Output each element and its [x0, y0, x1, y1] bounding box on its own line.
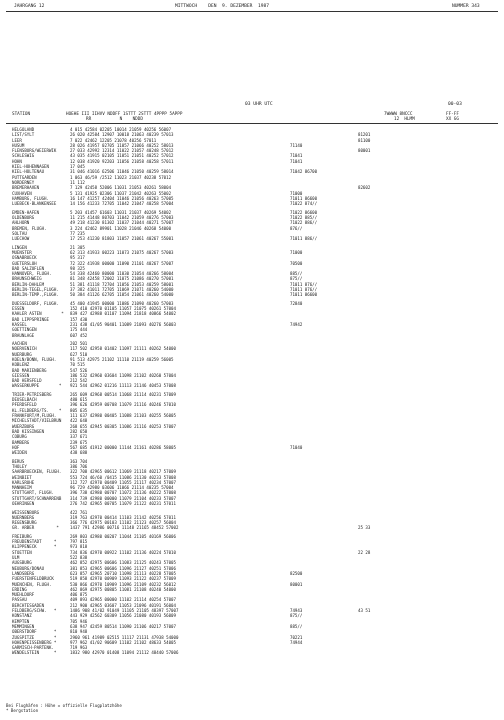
station-name: MICHELSTADT/VIELBRUN	[12, 418, 62, 424]
station-name: BAD MARIENBERG	[12, 367, 47, 373]
station-name: MUEHLDORF	[12, 592, 35, 598]
observation-code: 5 131 41925 02306 11037 21042 40263 55002	[70, 190, 172, 196]
station-row	[12, 292, 492, 297]
observation-code: 111 637 42980 00405 11088 21103 40255 56005	[70, 413, 176, 419]
station-name: KAHLER ASTEN *	[12, 311, 64, 317]
observation-code: 638 947 42459 80514 11090 21106 40217 57007	[70, 623, 176, 629]
station-name: LUECHOW	[12, 236, 30, 242]
observation-code: 977 962 41/02 90609 11102 21102 48633 54005	[70, 639, 176, 645]
observation-code: 91 513 42975 21102 11110 21119 40259 56005	[70, 356, 174, 362]
station-name: MUENSTER	[12, 249, 32, 255]
station-name: BAD KISSINGEN	[12, 428, 45, 434]
station-name: GR. ARBER *	[12, 525, 59, 531]
observation-code: 231 438 41/05 90401 11089 21093 40276 56003	[70, 321, 176, 327]
observation-code: 239 675	[70, 439, 88, 445]
station-name: KL.FELDBERG/TS. *	[12, 407, 62, 413]
observation-code: 530 866 42970 10909 11096 21109 40232 56012	[70, 581, 176, 587]
observation-code: 462 852 42975 00606 11083 21125 40243 57005	[70, 560, 176, 566]
station-name: WEIDEN	[12, 450, 27, 456]
observation-code: 26 020 42584 12907 10018 21063 40239 57013	[70, 132, 174, 138]
volume-label: JAHRGANG 12	[14, 4, 45, 9]
station-name: LIST/SYLT	[12, 132, 35, 138]
observation-code: 1437 791 42986 00716 11148 21165 48452 57002	[70, 525, 179, 531]
station-name: STUTTGART/SCHNARRENB	[12, 495, 62, 501]
observation-code: 62 313 41933 00223 11073 21075 40267 57003	[70, 249, 174, 255]
observation-code: 705 946	[70, 618, 88, 624]
observation-code: 462 869 42975 00805 11081 21108 40240 54000	[70, 586, 176, 592]
station-name: WENDELSTEIN *	[12, 650, 57, 656]
station-name: PFERDSFELD	[12, 402, 37, 408]
wind-gust: 82602	[358, 185, 371, 191]
station-name: KONSTANZ	[12, 613, 32, 619]
observation-code: 17 045	[70, 164, 85, 170]
station-row	[12, 333, 492, 338]
wind-gust: 25 33	[358, 525, 371, 531]
station-name: LEER	[12, 137, 22, 143]
station-name: WEISSENBURG	[12, 509, 40, 515]
station-name: LINGEN	[12, 244, 27, 250]
station-name: DUESSELDORF, FLUGH.	[12, 300, 59, 306]
weather-code: 875//	[290, 276, 303, 282]
station-name: ULM	[12, 555, 20, 561]
observation-code: 43 035 41915 02105 11051 21051 40252 57012	[70, 153, 174, 159]
weather-code: 72840	[290, 300, 303, 306]
observation-code: 112 727 42970 00409 11055 21117 40234 57007	[70, 479, 176, 485]
observation-code: 11 112	[70, 179, 85, 185]
station-name: FLENSBURG/WEIERWIK	[12, 148, 57, 154]
weather-code: 876//	[290, 225, 303, 231]
footnote-airport-height: Bei Flughäfen : Höhe = offizielle Flugplatzhöhe	[6, 703, 122, 708]
footnote-mountain-station: * Bergstation	[6, 708, 39, 713]
observation-code: 386 706	[70, 463, 88, 469]
observation-code: 49 218 41230 81302 11037 21044 40271 57007	[70, 220, 174, 226]
station-name: BERLIN-DAHLEM	[12, 281, 45, 287]
observation-code: 381 853 42965 00606 11096 21127 40251 57006	[70, 565, 176, 571]
wind-gust: 81100	[358, 137, 371, 143]
observation-code: 117 502 42958 01402 11097 21111 40262 54000	[70, 346, 176, 352]
station-name: FREUDENSTADT *	[12, 539, 57, 545]
station-name: BAD SALZUFLEN	[12, 265, 45, 271]
weather-code: 70221	[290, 634, 303, 640]
station-name: FRANKFURT/M,FLUGH.	[12, 413, 57, 419]
station-name: HUSUM	[12, 142, 25, 148]
observation-code: 269 803 42980 00207 11044 21105 40169 56006	[70, 533, 176, 539]
observation-code: 152 410 42970 01105 11057 21075 40261 57004	[70, 306, 176, 312]
station-name: KARLSRUHE	[12, 479, 35, 485]
observation-code: 322 708 42965 00612 11069 21118 40217 57009	[70, 469, 176, 475]
observation-code: 282 658	[70, 428, 88, 434]
station-name: NORDERNEY	[12, 179, 35, 185]
table-header-rule	[6, 123, 498, 124]
station-name: ESSEN	[12, 306, 25, 312]
weather-code: 80001	[290, 581, 303, 587]
observation-code: 797 815	[70, 539, 88, 545]
observation-code: 422 761	[70, 509, 88, 515]
observation-code: 27 033 42992 12314 11022 21057 40248 57012	[70, 148, 174, 154]
observation-code: 96 729 42980 03606 11066 21114 40235 57004	[70, 485, 174, 491]
station-name: GARMISCH-PARTENK.	[12, 645, 54, 651]
observation-code: 627 510	[70, 351, 88, 357]
station-name: KIEL-HOLTENAU	[12, 169, 45, 175]
weather-code: 71041	[290, 153, 303, 159]
station-name: BAD HERSFELD	[12, 378, 42, 384]
station-name: DEUSELBACH	[12, 397, 37, 403]
station-name: SAARBRUECKEN, FLUGH.	[12, 469, 62, 475]
weather-code: 71040	[290, 444, 303, 450]
station-name: FELDBERG/SCHW. *	[12, 608, 57, 614]
observation-code: 45 400 41945 00000 11086 21090 40260 57003	[70, 300, 174, 306]
station-name: STUTTGART, FLUGH.	[12, 490, 54, 496]
station-name: BAD LIPPSPRINGE	[12, 316, 49, 322]
observation-code: 547 526	[70, 367, 88, 373]
observation-code: 973 818	[70, 544, 88, 550]
station-name: HAMBURG, FLUGH.	[12, 195, 49, 201]
observation-code: 50 384 41126 62705 11054 21061 40260 54000	[70, 292, 174, 298]
weather-code: 71011 886//	[290, 236, 318, 242]
station-name: HANNOVER, FLUGH.	[12, 271, 52, 277]
wind-column-header: FF-FF	[446, 112, 459, 117]
weather-code: 71011 876//	[290, 286, 318, 292]
station-name: WUERZBURG	[12, 423, 35, 429]
station-name: AACHEN	[12, 341, 27, 347]
observation-code: 37 382 41011 72705 11069 21071 40260 54000	[70, 286, 174, 292]
station-name: HELGOLAND	[12, 127, 35, 132]
station-name: EMDEN-HAFEN	[12, 209, 40, 215]
station-name: HOF	[12, 444, 20, 450]
observation-code: 5 203 41457 61603 11031 21037 40269 54002	[70, 209, 172, 215]
observation-code: 519 858 42970 00909 11093 21122 40237 57009	[70, 576, 176, 582]
station-name: WASSERKUPPE *	[12, 383, 62, 389]
observation-code: 212 542	[70, 378, 88, 384]
station-name: BAMBERG	[12, 439, 30, 445]
observation-code: 438 688	[70, 450, 88, 456]
station-name: NUERBURG	[12, 351, 32, 357]
observation-code: 268 655 42945 00305 11086 21116 40253 57007	[70, 423, 176, 429]
station-name: GOETTINGEN	[12, 327, 37, 333]
station-column-header: STATION	[12, 112, 31, 117]
observation-code: 314 739 42980 00000 11079 21104 40233 57007	[70, 495, 176, 501]
observation-code: 72 322 41938 00000 11090 21101 40267 57007	[70, 260, 174, 266]
station-name: FREIBURG	[12, 533, 32, 539]
station-name: KASSEL	[12, 321, 27, 327]
station-name: BERLIN-TEMP.,FLUGH.	[12, 292, 59, 298]
observation-code: 396 738 42980 00707 11072 21136 40222 57008	[70, 490, 176, 496]
observation-code: 265 609 42968 00514 11068 21114 40231 57009	[70, 391, 176, 397]
observation-code: 212 900 42965 03607 11053 21096 40191 56004	[70, 602, 176, 608]
station-table	[12, 127, 492, 656]
observation-code: 12 038 41920 92203 11056 21058 40258 57011	[70, 158, 174, 164]
station-name: KOBLENZ	[12, 362, 30, 368]
observation-code: 319 763 42970 00414 11103 21142 40256 57011	[70, 514, 176, 520]
station-row	[12, 525, 492, 530]
station-name: COBURG	[12, 434, 27, 440]
station-name: SCHLESWIG	[12, 153, 35, 159]
station-name: MEMMINGEN	[12, 623, 35, 629]
station-name: LANDSBERG	[12, 570, 35, 576]
observation-code: 337 671	[70, 434, 88, 440]
wind-gust: 43 51	[358, 608, 371, 614]
weather-code: 71022 874//	[290, 201, 318, 207]
observation-code: 409 893 42965 00000 11102 21114 40254 57007	[70, 597, 176, 603]
station-name: BRAUNLAGE	[12, 332, 35, 338]
station-name: SOLTAU	[12, 230, 27, 236]
observation-code: 7 022 42462 12205 21078 40256 57011	[70, 137, 157, 143]
station-row	[12, 236, 492, 241]
weather-column-header: 7WWWW 8NCCC	[384, 112, 413, 117]
station-name: WEINBIET	[12, 474, 32, 480]
weather-code: 71022 86600	[290, 209, 318, 215]
observation-code: 157 430	[70, 316, 88, 322]
observation-code: 175 444	[70, 327, 88, 333]
observation-code: 1486 908 41/02 91049 11105 21105 48397 57007	[70, 608, 179, 614]
weather-code: 885//	[290, 271, 303, 277]
station-name: AHLHORN	[12, 220, 30, 226]
station-name: OBERSTDORF *	[12, 629, 57, 635]
weather-code: 71011 86600	[290, 292, 318, 298]
station-name: ZUGSPITZE *	[12, 634, 57, 640]
time-label: 03 UHR UTC	[245, 102, 273, 107]
wind-column-subheader: XX GG	[446, 117, 459, 122]
weather-code: 71022 886//	[290, 220, 318, 226]
station-name: STOETTEN	[12, 549, 32, 555]
observation-code: 70 515	[70, 362, 85, 368]
station-name: OEHRINGEN	[12, 501, 35, 507]
station-name: MANNHEIM	[12, 485, 32, 491]
observation-code: 406 875	[70, 592, 88, 598]
observation-code: 77 235	[70, 230, 85, 236]
weather-code: 875//	[290, 613, 303, 619]
code-column-header: HOEHE III IIHVV NDDFF 1STTT 2STTT 4PPPP 5APPP	[66, 112, 183, 117]
observation-code: 51 381 41118 72704 11056 21053 40259 58001	[70, 281, 174, 287]
observation-code: 719 963	[70, 645, 88, 651]
station-name: OSNABRUECK	[12, 255, 37, 261]
station-name: BREMERHAVEN	[12, 185, 40, 191]
station-row	[12, 501, 492, 506]
station-name: KOELN/BONN, FLUGH.	[12, 356, 57, 362]
observation-code: 2960 961 41989 02515 11117 21131 47938 54000	[70, 634, 179, 640]
station-name: REGENSBURG	[12, 520, 37, 526]
observation-code: 95 317	[70, 255, 85, 261]
station-name: CUXHAVEN	[12, 190, 32, 196]
wind-gust: 81201	[358, 132, 371, 138]
weather-code: 71000	[290, 190, 303, 196]
observation-code: 921 544 42962 01216 11113 21146 40453 57008	[70, 383, 176, 389]
station-row	[12, 450, 492, 455]
wind-gust: 80001	[358, 148, 371, 154]
observation-code: 567 685 41912 00000 11144 21161 40286 58005	[70, 444, 176, 450]
weather-code: 70500	[290, 260, 303, 266]
station-name: NEUBURG/DONAU	[12, 565, 45, 571]
station-name: BERUS	[12, 458, 25, 464]
header-rule	[6, 11, 498, 12]
observation-code: 81 348 42458 72002 11075 21086 40270 57001	[70, 276, 174, 282]
station-name: GIESSEN	[12, 372, 30, 378]
station-name: AUGSBURG	[12, 560, 32, 566]
time-range-label: 00-03	[448, 102, 462, 107]
station-name: THOLEY	[12, 463, 27, 469]
observation-code: 366 776 42975 00103 11102 21123 40257 56004	[70, 520, 176, 526]
weather-code: 71000	[290, 249, 303, 255]
weather-code: 71011 86600	[290, 195, 318, 201]
station-name: BREMEN, FLUGH.	[12, 225, 47, 231]
station-row	[12, 201, 492, 206]
observation-code: 522 838	[70, 555, 88, 561]
observation-code: 54 338 42460 80000 11030 21054 40266 58004	[70, 271, 174, 277]
station-name: OLDENBURG	[12, 214, 35, 220]
observation-code: 14 156 41233 72705 11042 21047 40258 57004	[70, 201, 174, 207]
station-name: HOHENPEISSENBERG *	[12, 639, 57, 645]
observation-code: 1832 980 42970 01408 11094 21112 48440 57006	[70, 650, 179, 656]
weather-code: 82500	[290, 570, 303, 576]
weather-code: 71011 876//	[290, 281, 318, 287]
observation-code: 7 129 42458 52006 11031 21053 40261 58004	[70, 185, 172, 191]
station-name: PASSAU	[12, 597, 27, 603]
station-name: PUTTGARDEN	[12, 174, 37, 180]
observation-code: 21 305	[70, 244, 85, 250]
issue-number: NUMMER 343	[452, 4, 480, 9]
observation-code: 734 836 42970 00922 11102 21136 40224 57010	[70, 549, 176, 555]
station-row	[12, 383, 492, 388]
observation-code: 28 026 41957 02705 11057 21066 40252 58013	[70, 142, 174, 148]
weather-code: 71042 86700	[290, 169, 318, 175]
station-name: BERLIN-TEGEL,FLUGH.	[12, 286, 59, 292]
station-name: HOHN	[12, 158, 22, 164]
weather-code: 71041	[290, 158, 303, 164]
observation-code: 607 452	[70, 332, 88, 338]
wind-gust: 22 28	[358, 549, 371, 555]
code-column-subheader: RR N NDDD	[86, 117, 143, 122]
station-name: ERDING	[12, 586, 27, 592]
station-name: LUEBECK-BLANKENSEE	[12, 201, 57, 207]
weather-code: 74942	[290, 321, 303, 327]
observation-code: 422 648	[70, 418, 88, 424]
observation-code: 810 948	[70, 629, 88, 635]
station-name: GUETERSLOH	[12, 260, 37, 266]
weather-code: 885//	[290, 623, 303, 629]
station-name: KEMPTEN	[12, 618, 30, 624]
observation-code: 480 615	[70, 397, 88, 403]
station-name: TRIER-PETRISBERG	[12, 391, 52, 397]
date-label: MITTWOCH DEN 9. DEZEMBER 1987	[175, 4, 270, 9]
station-name: BRAUNSCHWEIG	[12, 276, 42, 282]
observation-code: 1 063 46/59 /2512 11023 21037 40238 57012	[70, 174, 172, 180]
observation-code: 805 635	[70, 407, 88, 413]
weather-column-subheader: 12 HLMM	[394, 117, 415, 122]
observation-code: 31 046 41016 62506 11046 21050 40259 58014	[70, 169, 174, 175]
observation-code: 186 532 42960 03604 11098 21102 40260 57004	[70, 372, 176, 378]
observation-code: 11 215 41448 80703 11042 21059 40276 57003	[70, 214, 174, 220]
station-row	[12, 650, 492, 655]
weather-code: 74943	[290, 608, 303, 614]
station-name: NUERNBERG	[12, 514, 35, 520]
observation-code: 839 427 42988 01107 11094 21818 40866 54002	[70, 311, 176, 317]
observation-code: 276 742 42965 00705 11079 21122 40231 57011	[70, 501, 176, 507]
weather-code: 71140	[290, 142, 303, 148]
observation-code: 443 929 42562 60309 11056 21080 40193 56009	[70, 613, 176, 619]
station-name: BERCHTESGADEN	[12, 602, 45, 608]
weather-code: 74944	[290, 639, 303, 645]
observation-code: 3 224 42462 89901 11028 21046 40268 54000	[70, 225, 172, 231]
station-name: KIEL-HOHENNAGEN	[12, 164, 49, 170]
observation-code: 202 501	[70, 341, 88, 347]
station-name: NOERVENICH	[12, 346, 37, 352]
observation-code: 396 626 42959 00708 11079 21116 40246 57010	[70, 402, 176, 408]
observation-code: 363 704	[70, 458, 88, 464]
observation-code: 553 724 46/60 /0415 11086 21130 40233 57008	[70, 474, 176, 480]
station-name: KLIPPENECK *	[12, 544, 57, 550]
station-name: MUENCHEN, FLUGH.	[12, 581, 52, 587]
observation-code: 16 147 41257 42404 11046 21056 40263 57005	[70, 195, 174, 201]
observation-code: 98 325	[70, 265, 85, 271]
station-name: FUERSTENFELDBRUCK	[12, 576, 54, 582]
observation-code: 4 015 42584 02205 10014 21059 40256 56007	[70, 127, 172, 132]
observation-code: 623 857 42965 20710 11098 21113 40228 57005	[70, 570, 176, 576]
weather-code: 71022 885//	[290, 214, 318, 220]
observation-code: 17 253 41230 81803 11057 21061 40267 55001	[70, 236, 174, 242]
